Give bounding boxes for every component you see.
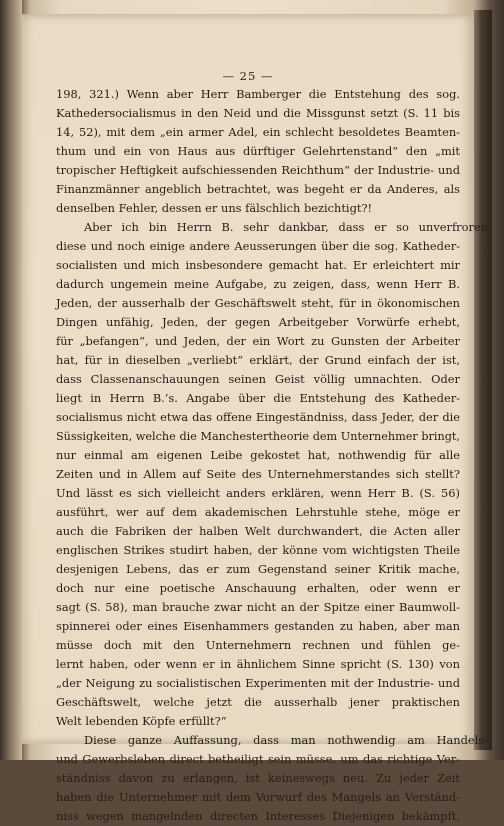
text-line: sagt (S. 58), man brauche zwar nicht an der Spitze einer Baumwoll-: [56, 600, 460, 614]
text-line: ausführt, wer auf dem akademischen Lehrstuhle stehe, möge er: [56, 505, 460, 519]
text-line: dadurch ungemein meine Aufgabe, zu zeigen, dass, wenn Herr B.: [56, 277, 460, 291]
text-line: Zeiten und in Allem auf Seite des Unternehmerstandes sich stellt?: [56, 467, 460, 481]
text-line: nur einmal am eigenen Leibe gekostet hat, nothwendig für alle: [56, 448, 460, 462]
text-line: ständniss davon zu erlangen, ist keineswegs neu. Zu jeder Zeit: [56, 771, 460, 785]
text-line: Jeden, der ausserhalb der Geschäftswelt steht, für in ökonomischen: [56, 296, 460, 310]
text-line: desjenigen Lebens, das er zum Gegenstand seiner Kritik mache,: [56, 562, 460, 576]
text-line: müsse doch mit den Unternehmern rechnen und fühlen ge-: [56, 638, 460, 652]
text-line: und Gewerbsleben direct betheiligt sein müsse, um das richtige Ver-: [56, 752, 460, 766]
page-number: — 25 —: [222, 69, 274, 83]
text-line: socialisten und mich insbesondere gemacht hat. Er erleichtert mir: [56, 258, 460, 272]
left-page-edge: [0, 0, 22, 760]
text-line: auch die Fabriken der halben Welt durchwandert, die Acten aller: [56, 524, 460, 538]
text-line: englischen Strikes studirt haben, der könne vom wichtigsten Theile: [56, 543, 460, 557]
text-line: tropischer Heftigkeit aufschiessenden Reichthum“ der Industrie- und: [56, 163, 460, 177]
text-line: Dingen unfähig, Jeden, der gegen Arbeitgeber Vorwürfe erhebt,: [56, 315, 460, 329]
text-line: Aber ich bin Herrn B. sehr dankbar, dass er so unverfroren: [84, 220, 488, 234]
text-line: Süssigkeiten, welche die Manchestertheorie dem Unternehmer bringt,: [56, 430, 460, 443]
text-line: Finanzmänner angeblich betrachtet, was begeht er da Anderes, als: [56, 182, 460, 196]
body-text: [56, 85, 488, 826]
text-line: 14, 52), mit dem „ein armer Adel, ein schlecht besoldetes Beamten-: [56, 125, 460, 139]
text-line: thum und ein von Haus aus dürftiger Gelehrtenstand“ den „mit: [56, 144, 460, 158]
text-line: Geschäftswelt, welche jetzt die ausserhalb jener praktischen: [56, 695, 460, 709]
text-line: Kathedersocialismus in den Neid und die Missgunst setzt (S. 11 bis: [56, 106, 460, 120]
text-line: dass Classenanschauungen seinen Geist völlig umnachten. Oder: [56, 372, 460, 386]
text-line: niss wegen mangelnden directen Interesses Diejenigen bekämpft,: [56, 809, 460, 823]
text-line: denselben Fehler, dessen er uns fälschlich bezichtigt?!: [56, 201, 373, 215]
text-line: lernt haben, oder wenn er in ähnlichem Sinne spricht (S. 130) von: [56, 657, 460, 671]
text-line: liegt in Herrn B.’s. Angabe über die Entstehung des Katheder-: [56, 391, 460, 405]
text-line: hat, für in dieselben „verliebt“ erklärt, der Grund einfach der ist,: [56, 353, 460, 367]
text-line: Und lässt es sich vielleicht anders erklären, wenn Herr B. (S. 56): [56, 486, 460, 500]
right-page-edge: [474, 10, 492, 750]
text-line: für „befangen“, und Jeden, der ein Wort zu Gunsten der Arbeiter: [56, 334, 460, 348]
text-line: diese und noch einige andere Aeusserungen über die sog. Katheder-: [56, 239, 460, 253]
text-line: 198, 321.) Wenn aber Herr Bamberger die Entstehung des sog.: [56, 87, 460, 101]
text-line: doch nur eine poetische Anschauung erhalten, oder wenn er: [56, 581, 460, 595]
text-line: socialismus nicht etwa das offene Eingeständniss, dass Jeder, der die: [56, 410, 460, 424]
text-line: Diese ganze Auffassung, dass man nothwendig am Handels-: [84, 733, 488, 747]
text-line: haben die Unternehmer mit dem Vorwurf des Mangels an Verständ-: [56, 790, 460, 804]
text-line: spinnerei oder eines Eisenhammers gestanden zu haben, aber man: [56, 619, 460, 633]
text-line: „der Neigung zu socialistischen Experimenten mit der Industrie- und: [56, 676, 460, 690]
text-line: Welt lebenden Köpfe erfüllt?“: [56, 714, 227, 728]
